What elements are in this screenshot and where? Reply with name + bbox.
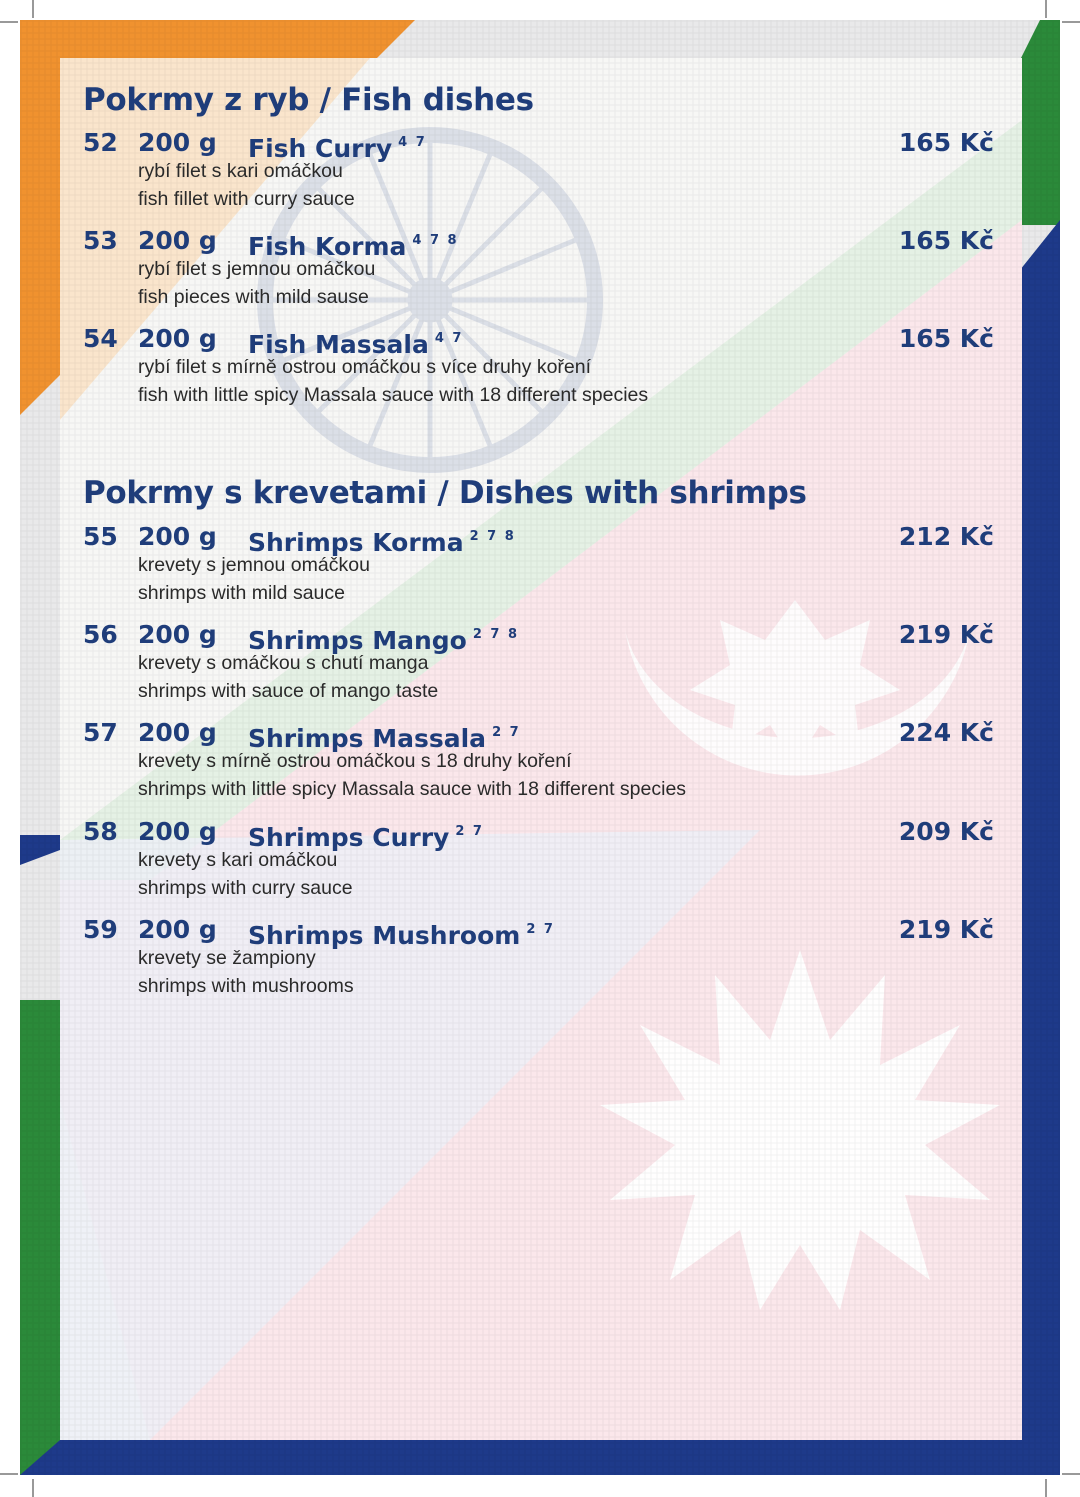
item-desc-cz: rybí filet s mírně ostrou omáčkou s více druhy koření [138,356,592,378]
item-weight: 200 g [138,817,217,846]
item-price: 209 Kč [898,817,994,846]
menu-item [0,522,1080,612]
item-weight: 200 g [138,226,217,255]
item-desc-cz: krevety se žampiony [138,947,316,969]
item-desc-en: shrimps with mild sauce [138,582,345,604]
item-desc-en: fish fillet with curry sauce [138,188,355,210]
menu-item [0,718,1080,808]
item-desc-cz: rybí filet s jemnou omáčkou [138,258,376,280]
item-price: 212 Kč [898,522,994,551]
item-desc-en: fish pieces with mild sause [138,286,369,308]
item-desc-en: shrimps with mushrooms [138,975,354,997]
item-name-wrap [248,915,555,951]
item-desc-cz: krevety s omáčkou s chutí manga [138,652,429,674]
item-allergens: 4 7 [398,135,427,150]
section-title-fish: Pokrmy z ryb / Fish dishes [83,82,534,118]
item-allergens: 4 7 8 [412,233,459,248]
item-name: Shrimps Massala [248,724,487,753]
item-price: 165 Kč [898,128,994,157]
item-number: 53 [83,226,118,255]
menu-item [0,324,1080,414]
item-allergens: 2 7 [492,725,521,740]
item-name-wrap [248,324,463,360]
item-allergens: 2 7 [455,824,484,839]
item-number: 58 [83,817,118,846]
item-desc-cz: krevety s jemnou omáčkou [138,554,370,576]
item-number: 56 [83,620,118,649]
item-allergens: 4 7 [434,331,464,346]
item-desc-en: fish with little spicy Massala sauce with 18 different species [138,384,649,406]
item-desc-cz: krevety s mírně ostrou omáčkou s 18 druhy koření [138,750,572,772]
item-number: 52 [83,128,118,157]
item-allergens: 2 7 8 [472,627,520,642]
menu-item [0,817,1080,907]
item-number: 55 [83,522,118,551]
item-price: 165 Kč [898,226,994,255]
item-name-wrap [248,620,519,656]
item-desc-en: shrimps with curry sauce [138,877,353,899]
menu-item [0,226,1080,316]
menu-item [0,620,1080,710]
item-name-wrap [248,522,516,558]
item-price: 219 Kč [898,620,994,649]
section-title-shrimps: Pokrmy s krevetami / Dishes with shrimps [83,475,807,511]
item-name: Shrimps Korma [248,528,464,557]
item-name: Shrimps Curry [248,823,450,852]
item-name-wrap [248,718,521,754]
item-name: Shrimps Mushroom [248,921,521,950]
item-name-wrap [248,817,484,853]
item-number: 54 [83,324,118,353]
item-weight: 200 g [138,324,217,353]
item-weight: 200 g [138,620,217,649]
item-name: Fish Massala [248,330,429,359]
item-weight: 200 g [138,128,217,157]
item-name-wrap [248,128,427,164]
item-name: Shrimps Mango [248,626,467,655]
item-weight: 200 g [138,915,217,944]
menu-item [0,128,1080,218]
item-desc-en: shrimps with sauce of mango taste [138,680,439,702]
item-price: 224 Kč [898,718,994,747]
item-number: 57 [83,718,118,747]
item-name: Fish Curry [248,134,393,163]
item-desc-cz: krevety s kari omáčkou [138,849,338,871]
item-price: 165 Kč [898,324,994,353]
item-desc-en: shrimps with little spicy Massala sauce with 18 different species [138,778,687,800]
item-weight: 200 g [138,522,217,551]
item-allergens: 2 7 8 [469,529,516,544]
item-weight: 200 g [138,718,217,747]
item-name: Fish Korma [248,232,407,261]
item-price: 219 Kč [898,915,994,944]
item-name-wrap [248,226,459,262]
item-allergens: 2 7 [526,922,555,937]
menu-item [0,915,1080,1005]
item-number: 59 [83,915,118,944]
item-desc-cz: rybí filet s kari omáčkou [138,160,343,182]
